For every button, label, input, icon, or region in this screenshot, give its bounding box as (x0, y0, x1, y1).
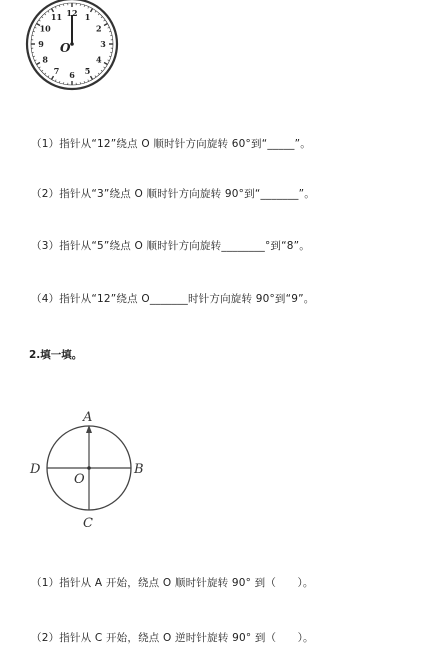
clock-number: 10 (39, 23, 51, 34)
clock-number: 1 (84, 12, 91, 23)
question-1-1: （1）指针从“12”绕点 O 顺时针方向旋转 60°到“_____”。 (31, 138, 311, 150)
question-1-4: （4）指针从“12”绕点 O_______时针方向旋转 90°到“9”。 (31, 293, 315, 305)
question-2-2: （2）指针从 C 开始，绕点 O 逆时针旋转 90° 到（ ）。 (31, 632, 314, 644)
clock-number: 7 (53, 65, 60, 76)
clock-number: 2 (96, 23, 102, 34)
diagram-label-b: B (134, 462, 144, 477)
diagram-label-o: O (74, 472, 85, 487)
clock-number: 9 (38, 39, 44, 49)
diagram-label-c: C (83, 516, 93, 531)
clock-number: 5 (84, 65, 91, 76)
question-1-2: （2）指针从“3”绕点 O 顺时针方向旋转 90°到“_______”。 (31, 188, 315, 200)
question-1-3: （3）指针从“5”绕点 O 顺时针方向旋转________°到“8”。 (31, 240, 310, 252)
question-2-1: （1）指针从 A 开始，绕点 O 顺时针旋转 90° 到（ ）。 (31, 577, 314, 589)
clock-number: 11 (50, 12, 63, 23)
diagram-label-d: D (30, 462, 41, 477)
clock-number: 8 (42, 54, 48, 65)
clock-number: 6 (69, 70, 75, 80)
clock-number: 12 (66, 8, 78, 18)
diagram-center-dot (87, 466, 91, 470)
clock-figure (22, 0, 122, 100)
clock-center-dot (70, 42, 74, 46)
diagram-label-a: A (83, 410, 93, 425)
clock-number: 3 (100, 39, 106, 49)
clock-center-label: O (60, 41, 71, 55)
clock-number: 4 (96, 54, 102, 65)
section-2-title: 2.填一填。 (29, 349, 83, 361)
circle-diagram (26, 404, 156, 534)
